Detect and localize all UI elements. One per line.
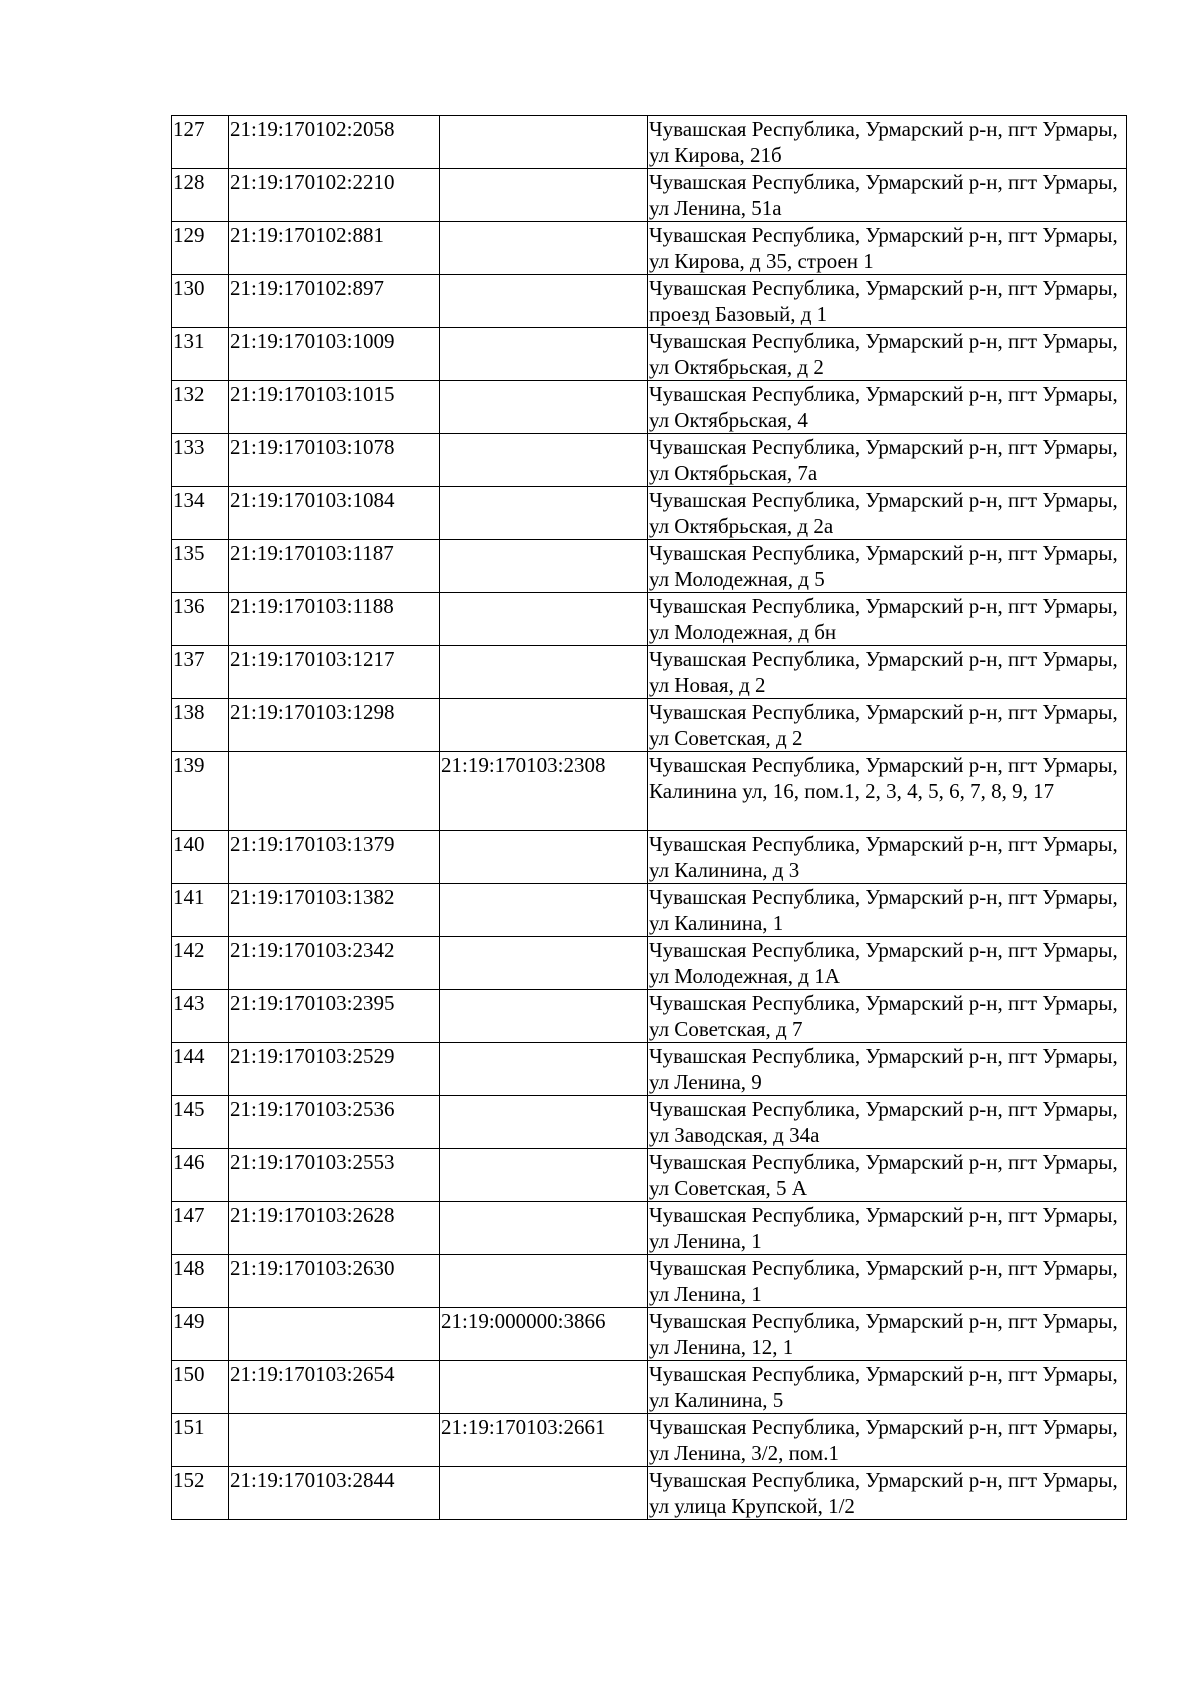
table-row bbox=[172, 540, 1127, 593]
land-cadastral-number-cell: 21:19:170103:2529 bbox=[229, 1043, 440, 1096]
land-cadastral-number-cell: 21:19:170103:1188 bbox=[229, 593, 440, 646]
address-cell: Чувашская Республика, Урмарский р-н, пгт Урмары, ул Калинина, 5 bbox=[648, 1361, 1127, 1414]
row-number-cell: 131 bbox=[172, 328, 229, 381]
land-cadastral-number-cell: 21:19:170103:2553 bbox=[229, 1149, 440, 1202]
address-cell: Чувашская Республика, Урмарский р-н, пгт Урмары, ул Октябрьская, 4 bbox=[648, 381, 1127, 434]
table-row bbox=[172, 169, 1127, 222]
address-cell: Чувашская Республика, Урмарский р-н, пгт Урмары, ул Заводская, д 34а bbox=[648, 1096, 1127, 1149]
table-row bbox=[172, 275, 1127, 328]
row-number-cell: 143 bbox=[172, 990, 229, 1043]
address-cell: Чувашская Республика, Урмарский р-н, пгт Урмары, ул Советская, д 2 bbox=[648, 699, 1127, 752]
row-number-cell: 138 bbox=[172, 699, 229, 752]
building-cadastral-number-cell bbox=[440, 434, 648, 487]
building-cadastral-number-cell bbox=[440, 1467, 648, 1520]
land-cadastral-number-cell: 21:19:170103:1009 bbox=[229, 328, 440, 381]
address-cell: Чувашская Республика, Урмарский р-н, пгт Урмары, ул Ленина, 9 bbox=[648, 1043, 1127, 1096]
land-cadastral-number-cell: 21:19:170103:1382 bbox=[229, 884, 440, 937]
address-cell: Чувашская Республика, Урмарский р-н, пгт Урмары, ул Октябрьская, д 2 bbox=[648, 328, 1127, 381]
building-cadastral-number-cell bbox=[440, 1149, 648, 1202]
land-cadastral-number-cell: 21:19:170102:881 bbox=[229, 222, 440, 275]
row-number-cell: 128 bbox=[172, 169, 229, 222]
address-cell: Чувашская Республика, Урмарский р-н, пгт Урмары, ул Кирова, 21б bbox=[648, 116, 1127, 169]
row-number-cell: 149 bbox=[172, 1308, 229, 1361]
address-cell: Чувашская Республика, Урмарский р-н, пгт Урмары, ул Кирова, д 35, строен 1 bbox=[648, 222, 1127, 275]
land-cadastral-number-cell: 21:19:170103:1187 bbox=[229, 540, 440, 593]
building-cadastral-number-cell: 21:19:170103:2308 bbox=[440, 752, 648, 831]
row-number-cell: 142 bbox=[172, 937, 229, 990]
row-number-cell: 150 bbox=[172, 1361, 229, 1414]
land-cadastral-number-cell: 21:19:170103:2844 bbox=[229, 1467, 440, 1520]
building-cadastral-number-cell bbox=[440, 831, 648, 884]
land-cadastral-number-cell: 21:19:170103:2654 bbox=[229, 1361, 440, 1414]
building-cadastral-number-cell bbox=[440, 937, 648, 990]
land-cadastral-number-cell bbox=[229, 752, 440, 831]
land-cadastral-number-cell: 21:19:170102:897 bbox=[229, 275, 440, 328]
address-cell: Чувашская Республика, Урмарский р-н, пгт Урмары, ул Ленина, 1 bbox=[648, 1255, 1127, 1308]
row-number-cell: 147 bbox=[172, 1202, 229, 1255]
table-row bbox=[172, 752, 1127, 831]
land-cadastral-number-cell: 21:19:170102:2058 bbox=[229, 116, 440, 169]
building-cadastral-number-cell bbox=[440, 1043, 648, 1096]
registry-table-body bbox=[172, 116, 1127, 1520]
land-cadastral-number-cell: 21:19:170103:2630 bbox=[229, 1255, 440, 1308]
address-cell: Чувашская Республика, Урмарский р-н, пгт Урмары, ул Ленина, 1 bbox=[648, 1202, 1127, 1255]
building-cadastral-number-cell bbox=[440, 169, 648, 222]
row-number-cell: 148 bbox=[172, 1255, 229, 1308]
row-number-cell: 133 bbox=[172, 434, 229, 487]
address-cell: Чувашская Республика, Урмарский р-н, пгт Урмары, ул улица Крупской, 1/2 bbox=[648, 1467, 1127, 1520]
row-number-cell: 130 bbox=[172, 275, 229, 328]
table-row bbox=[172, 593, 1127, 646]
table-row bbox=[172, 222, 1127, 275]
address-cell: Чувашская Республика, Урмарский р-н, пгт Урмары, ул Новая, д 2 bbox=[648, 646, 1127, 699]
building-cadastral-number-cell bbox=[440, 540, 648, 593]
table-row bbox=[172, 1467, 1127, 1520]
building-cadastral-number-cell: 21:19:170103:2661 bbox=[440, 1414, 648, 1467]
table-row bbox=[172, 831, 1127, 884]
building-cadastral-number-cell bbox=[440, 593, 648, 646]
land-cadastral-number-cell: 21:19:170103:2342 bbox=[229, 937, 440, 990]
table-row bbox=[172, 487, 1127, 540]
table-row bbox=[172, 937, 1127, 990]
row-number-cell: 129 bbox=[172, 222, 229, 275]
row-number-cell: 139 bbox=[172, 752, 229, 831]
address-cell: Чувашская Республика, Урмарский р-н, пгт Урмары, ул Советская, д 7 bbox=[648, 990, 1127, 1043]
property-registry-table bbox=[171, 115, 1127, 1520]
land-cadastral-number-cell: 21:19:170103:2536 bbox=[229, 1096, 440, 1149]
table-row bbox=[172, 646, 1127, 699]
address-cell: Чувашская Республика, Урмарский р-н, пгт Урмары, ул Молодежная, д 1А bbox=[648, 937, 1127, 990]
land-cadastral-number-cell: 21:19:170103:1084 bbox=[229, 487, 440, 540]
land-cadastral-number-cell: 21:19:170103:1217 bbox=[229, 646, 440, 699]
address-cell: Чувашская Республика, Урмарский р-н, пгт Урмары, ул Калинина, 1 bbox=[648, 884, 1127, 937]
table-row bbox=[172, 884, 1127, 937]
address-cell: Чувашская Республика, Урмарский р-н, пгт Урмары, ул Октябрьская, 7а bbox=[648, 434, 1127, 487]
row-number-cell: 127 bbox=[172, 116, 229, 169]
row-number-cell: 135 bbox=[172, 540, 229, 593]
table-row bbox=[172, 381, 1127, 434]
building-cadastral-number-cell bbox=[440, 487, 648, 540]
land-cadastral-number-cell bbox=[229, 1414, 440, 1467]
building-cadastral-number-cell bbox=[440, 990, 648, 1043]
land-cadastral-number-cell: 21:19:170102:2210 bbox=[229, 169, 440, 222]
row-number-cell: 137 bbox=[172, 646, 229, 699]
address-cell: Чувашская Республика, Урмарский р-н, пгт Урмары, ул Советская, 5 А bbox=[648, 1149, 1127, 1202]
table-row bbox=[172, 1043, 1127, 1096]
table-row bbox=[172, 990, 1127, 1043]
land-cadastral-number-cell: 21:19:170103:2628 bbox=[229, 1202, 440, 1255]
address-cell: Чувашская Республика, Урмарский р-н, пгт Урмары, ул Ленина, 51а bbox=[648, 169, 1127, 222]
building-cadastral-number-cell bbox=[440, 116, 648, 169]
building-cadastral-number-cell bbox=[440, 1096, 648, 1149]
building-cadastral-number-cell bbox=[440, 1202, 648, 1255]
table-row bbox=[172, 1202, 1127, 1255]
address-cell: Чувашская Республика, Урмарский р-н, пгт Урмары, ул Ленина, 12, 1 bbox=[648, 1308, 1127, 1361]
row-number-cell: 140 bbox=[172, 831, 229, 884]
row-number-cell: 132 bbox=[172, 381, 229, 434]
table-row bbox=[172, 699, 1127, 752]
table-row bbox=[172, 1255, 1127, 1308]
building-cadastral-number-cell bbox=[440, 646, 648, 699]
land-cadastral-number-cell: 21:19:170103:1298 bbox=[229, 699, 440, 752]
table-row bbox=[172, 1149, 1127, 1202]
building-cadastral-number-cell bbox=[440, 1361, 648, 1414]
address-cell: Чувашская Республика, Урмарский р-н, пгт Урмары, ул Ленина, 3/2, пом.1 bbox=[648, 1414, 1127, 1467]
row-number-cell: 136 bbox=[172, 593, 229, 646]
table-row bbox=[172, 1308, 1127, 1361]
row-number-cell: 151 bbox=[172, 1414, 229, 1467]
table-row bbox=[172, 1414, 1127, 1467]
building-cadastral-number-cell bbox=[440, 699, 648, 752]
building-cadastral-number-cell bbox=[440, 275, 648, 328]
row-number-cell: 152 bbox=[172, 1467, 229, 1520]
land-cadastral-number-cell: 21:19:170103:1078 bbox=[229, 434, 440, 487]
land-cadastral-number-cell: 21:19:170103:2395 bbox=[229, 990, 440, 1043]
address-cell: Чувашская Республика, Урмарский р-н, пгт Урмары, ул Молодежная, д бн bbox=[648, 593, 1127, 646]
building-cadastral-number-cell bbox=[440, 328, 648, 381]
address-cell: Чувашская Республика, Урмарский р-н, пгт Урмары, ул Молодежная, д 5 bbox=[648, 540, 1127, 593]
row-number-cell: 145 bbox=[172, 1096, 229, 1149]
land-cadastral-number-cell: 21:19:170103:1015 bbox=[229, 381, 440, 434]
building-cadastral-number-cell bbox=[440, 884, 648, 937]
table-row bbox=[172, 116, 1127, 169]
building-cadastral-number-cell: 21:19:000000:3866 bbox=[440, 1308, 648, 1361]
table-row bbox=[172, 434, 1127, 487]
land-cadastral-number-cell: 21:19:170103:1379 bbox=[229, 831, 440, 884]
building-cadastral-number-cell bbox=[440, 1255, 648, 1308]
table-row bbox=[172, 328, 1127, 381]
building-cadastral-number-cell bbox=[440, 381, 648, 434]
building-cadastral-number-cell bbox=[440, 222, 648, 275]
address-cell: Чувашская Республика, Урмарский р-н, пгт Урмары, ул Калинина, д 3 bbox=[648, 831, 1127, 884]
row-number-cell: 146 bbox=[172, 1149, 229, 1202]
address-cell: Чувашская Республика, Урмарский р-н, пгт Урмары, ул Октябрьская, д 2а bbox=[648, 487, 1127, 540]
address-cell: Чувашская Республика, Урмарский р-н, пгт Урмары, Калинина ул, 16, пом.1, 2, 3, 4, 5, 6, 7, 8, 9, 17 bbox=[648, 752, 1127, 831]
row-number-cell: 144 bbox=[172, 1043, 229, 1096]
row-number-cell: 134 bbox=[172, 487, 229, 540]
address-cell: Чувашская Республика, Урмарский р-н, пгт Урмары, проезд Базовый, д 1 bbox=[648, 275, 1127, 328]
table-row bbox=[172, 1361, 1127, 1414]
table-row bbox=[172, 1096, 1127, 1149]
land-cadastral-number-cell bbox=[229, 1308, 440, 1361]
row-number-cell: 141 bbox=[172, 884, 229, 937]
